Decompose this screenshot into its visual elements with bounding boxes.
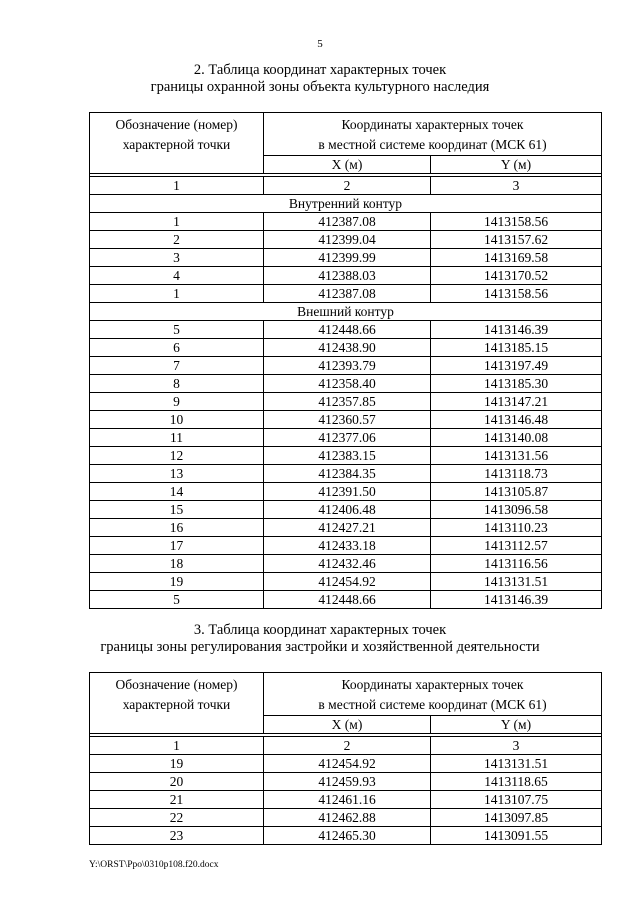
- section-title-row: [90, 303, 602, 321]
- table3-caption-line2: границы зоны регулирования застройки и хозяйственной деятельности: [100, 639, 540, 655]
- point-number-cell: 23: [90, 827, 264, 845]
- table2-caption-line1: 2. Таблица координат характерных точек: [193, 62, 447, 78]
- page-number: 5: [317, 38, 323, 50]
- table-row: [90, 429, 602, 447]
- y-coordinate-cell: 1413118.73: [431, 465, 602, 483]
- x-coordinate-cell: 412438.90: [264, 339, 431, 357]
- y-coordinate-cell: 1413118.65: [431, 773, 602, 791]
- section-title-row: [90, 195, 602, 213]
- x-coordinate-cell: 412406.48: [264, 501, 431, 519]
- section-title: Внешний контур: [90, 303, 602, 321]
- header-y: Y (м): [431, 716, 602, 734]
- table3-caption-line1: 3. Таблица координат характерных точек: [193, 622, 447, 638]
- header-coordinates: Координаты характерных точек в местной системе координат (МСК 61): [264, 673, 602, 716]
- y-coordinate-cell: 1413185.30: [431, 375, 602, 393]
- y-coordinate-cell: 1413116.56: [431, 555, 602, 573]
- y-coordinate-cell: 1413185.15: [431, 339, 602, 357]
- x-coordinate-cell: 412399.99: [264, 249, 431, 267]
- y-coordinate-cell: 1413197.49: [431, 357, 602, 375]
- table-row: [90, 755, 602, 773]
- header-coordinates: Координаты характерных точек в местной системе координат (МСК 61): [264, 113, 602, 156]
- point-number-cell: 10: [90, 411, 264, 429]
- y-coordinate-cell: 3: [431, 177, 602, 195]
- table-row: [90, 285, 602, 303]
- y-coordinate-cell: 1413131.51: [431, 573, 602, 591]
- table-row: [90, 339, 602, 357]
- x-coordinate-cell: 412360.57: [264, 411, 431, 429]
- x-coordinate-cell: 412427.21: [264, 519, 431, 537]
- table-row: [90, 537, 602, 555]
- table-row: [90, 573, 602, 591]
- point-number-cell: 13: [90, 465, 264, 483]
- point-number-cell: 17: [90, 537, 264, 555]
- header-point-number: Обозначение (номер) характерной точки: [90, 673, 264, 734]
- x-coordinate-cell: 412461.16: [264, 791, 431, 809]
- table-row: [90, 411, 602, 429]
- x-coordinate-cell: 412454.92: [264, 755, 431, 773]
- table-row: [90, 267, 602, 285]
- table-row: [90, 393, 602, 411]
- table-row: [90, 447, 602, 465]
- point-number-cell: 15: [90, 501, 264, 519]
- header-x: X (м): [264, 156, 431, 174]
- y-coordinate-cell: 1413105.87: [431, 483, 602, 501]
- table-row: [90, 375, 602, 393]
- column-index-row: [90, 177, 602, 195]
- x-coordinate-cell: 2: [264, 737, 431, 755]
- table-row: [90, 519, 602, 537]
- table3-caption: [0, 622, 640, 656]
- y-coordinate-cell: 1413146.39: [431, 591, 602, 609]
- point-number-cell: 8: [90, 375, 264, 393]
- table-row: [90, 591, 602, 609]
- table-row: [90, 357, 602, 375]
- x-coordinate-cell: 412388.03: [264, 267, 431, 285]
- point-number-cell: 3: [90, 249, 264, 267]
- x-coordinate-cell: 2: [264, 177, 431, 195]
- x-coordinate-cell: 412448.66: [264, 321, 431, 339]
- table-row: [90, 483, 602, 501]
- y-coordinate-cell: 1413112.57: [431, 537, 602, 555]
- y-coordinate-cell: 1413131.51: [431, 755, 602, 773]
- table-row: [90, 773, 602, 791]
- point-number-cell: 5: [90, 321, 264, 339]
- point-number-cell: 5: [90, 591, 264, 609]
- header-y: Y (м): [431, 156, 602, 174]
- y-coordinate-cell: 1413157.62: [431, 231, 602, 249]
- header-x: X (м): [264, 716, 431, 734]
- point-number-cell: 18: [90, 555, 264, 573]
- y-coordinate-cell: 1413146.48: [431, 411, 602, 429]
- table-row: [90, 791, 602, 809]
- point-number-cell: 1: [90, 177, 264, 195]
- point-number-cell: 4: [90, 267, 264, 285]
- point-number-cell: 6: [90, 339, 264, 357]
- point-number-cell: 19: [90, 573, 264, 591]
- y-coordinate-cell: 1413107.75: [431, 791, 602, 809]
- x-coordinate-cell: 412454.92: [264, 573, 431, 591]
- x-coordinate-cell: 412387.08: [264, 213, 431, 231]
- point-number-cell: 11: [90, 429, 264, 447]
- y-coordinate-cell: 1413158.56: [431, 213, 602, 231]
- table-row: [90, 555, 602, 573]
- x-coordinate-cell: 412393.79: [264, 357, 431, 375]
- x-coordinate-cell: 412384.35: [264, 465, 431, 483]
- y-coordinate-cell: 1413158.56: [431, 285, 602, 303]
- table-row: [90, 231, 602, 249]
- footer-file-path: Y:\ORST\Ppo\0310p108.f20.docx: [89, 860, 219, 870]
- y-coordinate-cell: 1413169.58: [431, 249, 602, 267]
- y-coordinate-cell: 3: [431, 737, 602, 755]
- x-coordinate-cell: 412383.15: [264, 447, 431, 465]
- y-coordinate-cell: 1413110.23: [431, 519, 602, 537]
- point-number-cell: 1: [90, 285, 264, 303]
- y-coordinate-cell: 1413131.56: [431, 447, 602, 465]
- point-number-cell: 9: [90, 393, 264, 411]
- x-coordinate-cell: 412433.18: [264, 537, 431, 555]
- point-number-cell: 14: [90, 483, 264, 501]
- x-coordinate-cell: 412387.08: [264, 285, 431, 303]
- table-row: [90, 249, 602, 267]
- table2-coordinates: [89, 112, 602, 609]
- x-coordinate-cell: 412358.40: [264, 375, 431, 393]
- point-number-cell: 7: [90, 357, 264, 375]
- table-row: [90, 827, 602, 845]
- y-coordinate-cell: 1413147.21: [431, 393, 602, 411]
- table-row: [90, 465, 602, 483]
- x-coordinate-cell: 412391.50: [264, 483, 431, 501]
- table3-coordinates: [89, 672, 602, 845]
- table-row: [90, 321, 602, 339]
- x-coordinate-cell: 412465.30: [264, 827, 431, 845]
- x-coordinate-cell: 412377.06: [264, 429, 431, 447]
- y-coordinate-cell: 1413096.58: [431, 501, 602, 519]
- x-coordinate-cell: 412448.66: [264, 591, 431, 609]
- point-number-cell: 2: [90, 231, 264, 249]
- x-coordinate-cell: 412357.85: [264, 393, 431, 411]
- x-coordinate-cell: 412432.46: [264, 555, 431, 573]
- point-number-cell: 1: [90, 737, 264, 755]
- point-number-cell: 21: [90, 791, 264, 809]
- table2-caption-line2: границы охранной зоны объекта культурного наследия: [150, 79, 490, 95]
- point-number-cell: 19: [90, 755, 264, 773]
- point-number-cell: 16: [90, 519, 264, 537]
- column-index-row: [90, 737, 602, 755]
- table-row: [90, 809, 602, 827]
- y-coordinate-cell: 1413091.55: [431, 827, 602, 845]
- table2-caption: [0, 62, 640, 96]
- y-coordinate-cell: 1413170.52: [431, 267, 602, 285]
- point-number-cell: 12: [90, 447, 264, 465]
- section-title: Внутренний контур: [90, 195, 602, 213]
- y-coordinate-cell: 1413140.08: [431, 429, 602, 447]
- table-row: [90, 213, 602, 231]
- header-point-number: Обозначение (номер) характерной точки: [90, 113, 264, 174]
- point-number-cell: 22: [90, 809, 264, 827]
- y-coordinate-cell: 1413146.39: [431, 321, 602, 339]
- table-row: [90, 501, 602, 519]
- point-number-cell: 20: [90, 773, 264, 791]
- x-coordinate-cell: 412399.04: [264, 231, 431, 249]
- point-number-cell: 1: [90, 213, 264, 231]
- y-coordinate-cell: 1413097.85: [431, 809, 602, 827]
- x-coordinate-cell: 412462.88: [264, 809, 431, 827]
- x-coordinate-cell: 412459.93: [264, 773, 431, 791]
